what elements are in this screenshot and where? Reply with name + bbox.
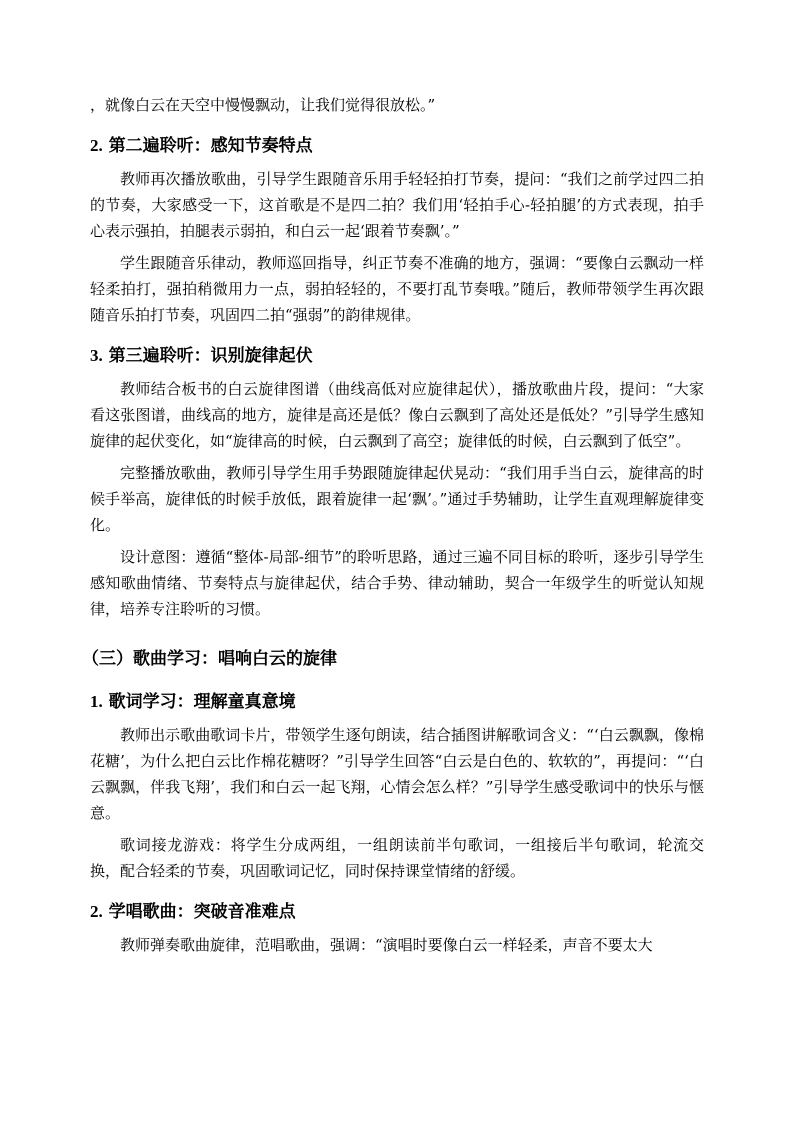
subheading-number: 2. [90, 902, 103, 921]
design-intent-paragraph: 设计意图：遵循“整体-局部-细节”的聆听思路，通过三遍不同目标的聆听，逐步引导学生感知歌曲情绪、节奏特点与旋律起伏，结合手势、律动辅助，契合一年级学生的听觉认知规律，培养专注聆听的习惯。 [90, 548, 704, 618]
paragraph: 教师再次播放歌曲，引导学生跟随音乐用手轻轻拍打节奏，提问：“我们之前学过四二拍的节奏，大家感受一下，这首歌是不是四二拍？我们用‘轻拍手心-轻拍腿’的方式表现，拍手心表示强拍，拍腿表示弱拍，和白云一起‘跟着节奏飘’。” [90, 170, 704, 240]
subheading-title: 歌词学习：理解童真意境 [108, 692, 296, 712]
subheading-second-listening [90, 132, 704, 160]
subheading-number: 3. [90, 346, 103, 365]
subheading-learn-singing [90, 898, 704, 926]
continued-paragraph: ，就像白云在天空中慢慢飘动，让我们觉得很放松。” [90, 96, 436, 114]
section-heading-song-learning: （三）歌曲学习：唱响白云的旋律 [82, 649, 337, 669]
subheading-number: 2. [90, 136, 103, 155]
paragraph: 教师弹奏歌曲旋律，范唱歌曲，强调：“演唱时要像白云一样轻柔，声音不要太大 [120, 936, 653, 954]
subheading-title: 第三遍聆听：识别旋律起伏 [108, 346, 313, 366]
paragraph: 歌词接龙游戏：将学生分成两组，一组朗读前半句歌词，一组接后半句歌词，轮流交换，配合轻柔的节奏，巩固歌词记忆，同时保持课堂情绪的舒缓。 [90, 836, 704, 880]
paragraph: 教师出示歌曲歌词卡片，带领学生逐句朗读，结合插图讲解歌词含义：“‘白云飘飘，像棉花糖’，为什么把白云比作棉花糖呀？”引导学生回答“白云是白色的、软软的”，再提问：“‘白云飘飘，伴我飞翔’，我们和白云一起飞翔，心情会怎么样？”引导学生感受歌词中的快乐与惬意。 [90, 726, 704, 822]
subheading-lyrics-learning [90, 688, 704, 716]
subheading-title: 学唱歌曲：突破音准难点 [108, 902, 296, 922]
subheading-third-listening [90, 342, 704, 370]
paragraph: 学生跟随音乐律动，教师巡回指导，纠正节奏不准确的地方，强调：“要像白云飘动一样轻柔拍打，强拍稍微用力一点，弱拍轻轻的，不要打乱节奏哦。”随后，教师带领学生再次跟随音乐拍打节奏，巩固四二拍“强弱”的韵律规律。 [90, 254, 704, 324]
document-body [82, 92, 704, 958]
subheading-title: 第二遍聆听：感知节奏特点 [108, 136, 313, 156]
paragraph: 教师结合板书的白云旋律图谱（曲线高低对应旋律起伏），播放歌曲片段，提问：“大家看这张图谱，曲线高的地方，旋律是高还是低？像白云飘到了高处还是低处？”引导学生感知旋律的起伏变化，如“旋律高的时候，白云飘到了高空；旋律低的时候，白云飘到了低空”。 [90, 380, 704, 450]
paragraph: 完整播放歌曲，教师引导学生用手势跟随旋律起伏晃动：“我们用手当白云，旋律高的时候手举高，旋律低的时候手放低，跟着旋律一起‘飘’。”通过手势辅助，让学生直观理解旋律变化。 [90, 464, 704, 534]
subheading-number: 1. [90, 692, 103, 711]
